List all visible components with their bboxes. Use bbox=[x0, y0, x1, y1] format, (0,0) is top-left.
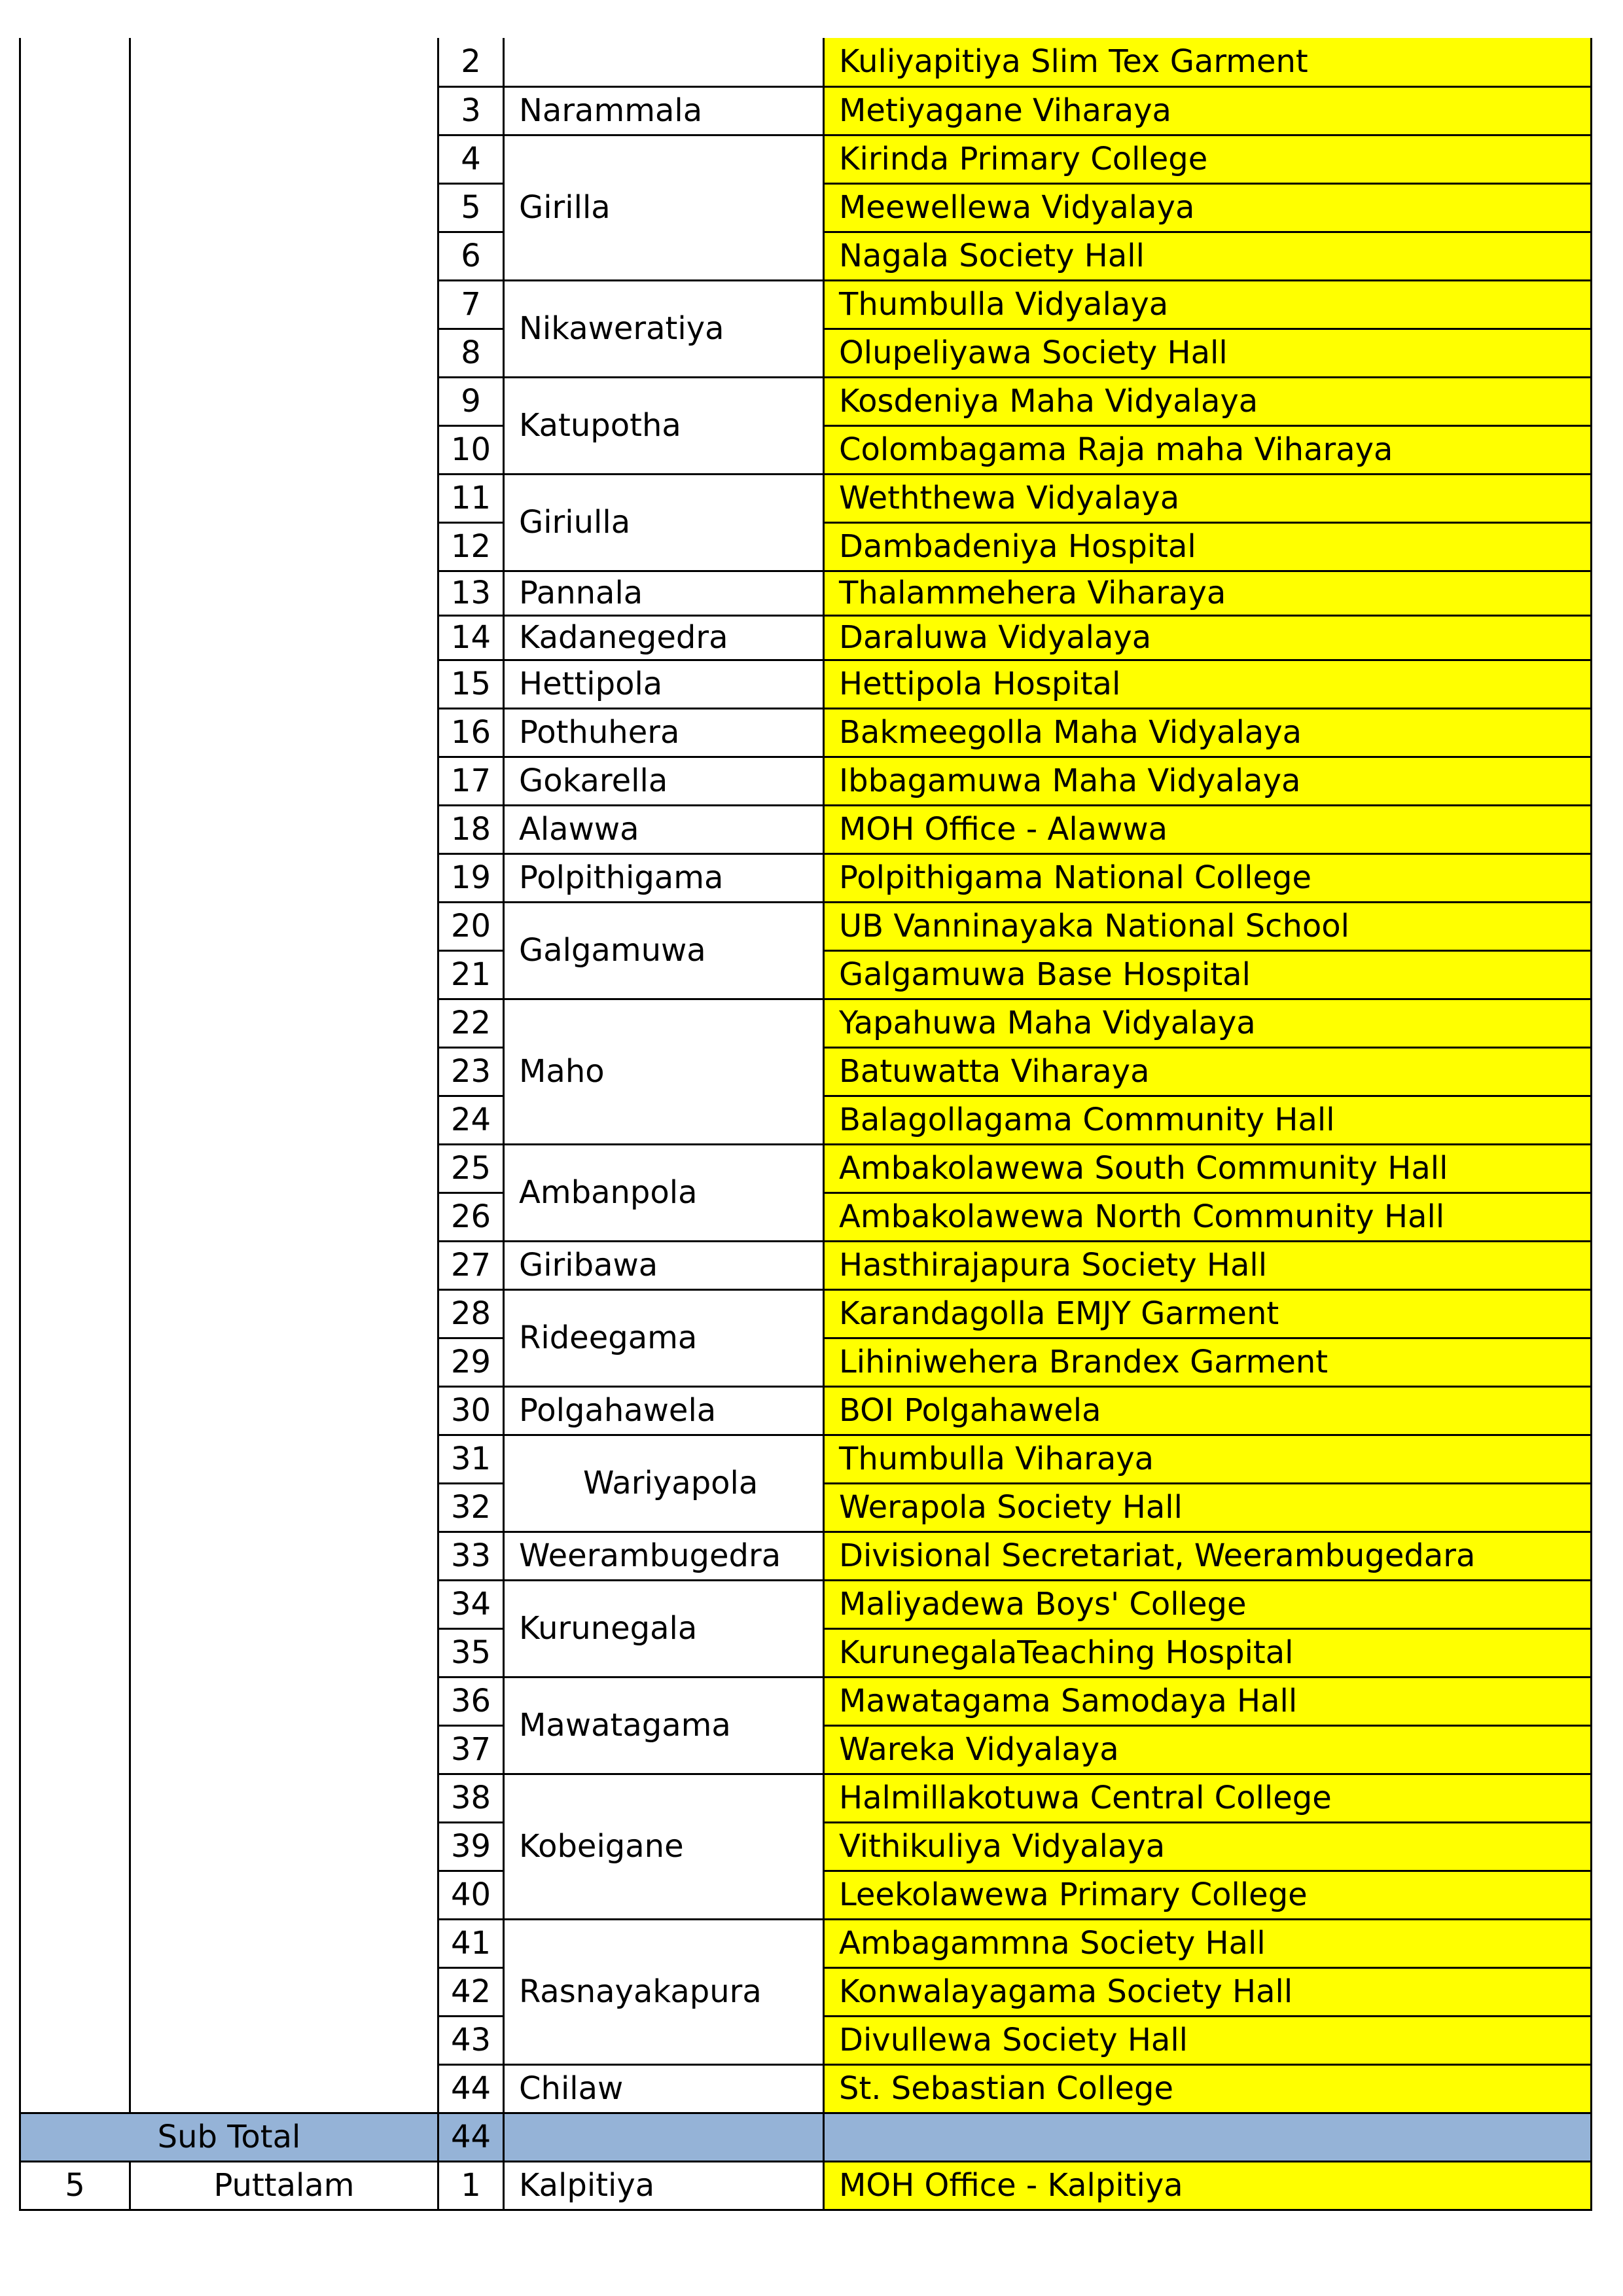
moh-area: Kalpitiya bbox=[504, 2161, 824, 2210]
vaccination-site: BOI Polgahawela bbox=[824, 1386, 1592, 1435]
vaccination-site: Colombagama Raja maha Viharaya bbox=[824, 425, 1592, 474]
moh-area: Kadanegedra bbox=[504, 615, 824, 660]
vaccination-site: Bakmeegolla Maha Vidyalaya bbox=[824, 708, 1592, 757]
moh-area: Girilla bbox=[504, 135, 824, 280]
vaccination-site: Thumbulla Viharaya bbox=[824, 1435, 1592, 1483]
moh-area: Wariyapola bbox=[504, 1435, 824, 1532]
moh-area: Mawatagama bbox=[504, 1677, 824, 1774]
row-number: 4 bbox=[438, 135, 504, 183]
row-number: 40 bbox=[438, 1871, 504, 1919]
vaccination-site: Kuliyapitiya Slim Tex Garment bbox=[824, 38, 1592, 86]
vaccination-site: Weththewa Vidyalaya bbox=[824, 474, 1592, 522]
row-number: 19 bbox=[438, 853, 504, 902]
vaccination-site: MOH Office - Alawwa bbox=[824, 805, 1592, 853]
row-number: 32 bbox=[438, 1483, 504, 1532]
vaccination-site: MOH Office - Kalpitiya bbox=[824, 2161, 1592, 2210]
row-number: 23 bbox=[438, 1047, 504, 1096]
row-number: 11 bbox=[438, 474, 504, 522]
row-number: 37 bbox=[438, 1725, 504, 1774]
row-number: 33 bbox=[438, 1532, 504, 1580]
vaccination-site: Leekolawewa Primary College bbox=[824, 1871, 1592, 1919]
table-body bbox=[20, 38, 1592, 2210]
subtotal-count: 44 bbox=[438, 2113, 504, 2161]
moh-area: Kurunegala bbox=[504, 1580, 824, 1677]
moh-area: Galgamuwa bbox=[504, 902, 824, 999]
row-number: 8 bbox=[438, 329, 504, 377]
row-number: 10 bbox=[438, 425, 504, 474]
vaccination-site: Hettipola Hospital bbox=[824, 660, 1592, 708]
row-number: 44 bbox=[438, 2064, 504, 2113]
vaccination-site: Divullewa Society Hall bbox=[824, 2016, 1592, 2064]
vaccination-site: Werapola Society Hall bbox=[824, 1483, 1592, 1532]
moh-area: Pannala bbox=[504, 571, 824, 615]
row-number: 6 bbox=[438, 232, 504, 280]
moh-area: Weerambugedra bbox=[504, 1532, 824, 1580]
vaccination-site: Maliyadewa Boys' College bbox=[824, 1580, 1592, 1628]
vaccination-site: Ambakolawewa South Community Hall bbox=[824, 1144, 1592, 1193]
row-number: 38 bbox=[438, 1774, 504, 1822]
vaccination-site: Galgamuwa Base Hospital bbox=[824, 950, 1592, 999]
row-number: 43 bbox=[438, 2016, 504, 2064]
vaccination-site: Hasthirajapura Society Hall bbox=[824, 1241, 1592, 1289]
moh-area: Polpithigama bbox=[504, 853, 824, 902]
vaccination-site: Divisional Secretariat, Weerambugedara bbox=[824, 1532, 1592, 1580]
row-number: 12 bbox=[438, 522, 504, 571]
vaccination-center-table bbox=[19, 38, 1592, 2211]
vaccination-site: Halmillakotuwa Central College bbox=[824, 1774, 1592, 1822]
moh-area: Pothuhera bbox=[504, 708, 824, 757]
vaccination-site: Ibbagamuwa Maha Vidyalaya bbox=[824, 757, 1592, 805]
subtotal-label: Sub Total bbox=[20, 2113, 438, 2161]
vaccination-site: Thalammehera Viharaya bbox=[824, 571, 1592, 615]
vaccination-site: Wareka Vidyalaya bbox=[824, 1725, 1592, 1774]
district-index: 5 bbox=[20, 2161, 130, 2210]
vaccination-site: Nagala Society Hall bbox=[824, 232, 1592, 280]
district-name: Puttalam bbox=[130, 2161, 438, 2210]
district-name-continued bbox=[130, 38, 438, 2113]
vaccination-site: Polpithigama National College bbox=[824, 853, 1592, 902]
vaccination-site: Ambakolawewa North Community Hall bbox=[824, 1193, 1592, 1241]
row-number: 34 bbox=[438, 1580, 504, 1628]
row-number: 25 bbox=[438, 1144, 504, 1193]
moh-area: Kobeigane bbox=[504, 1774, 824, 1919]
row-number: 24 bbox=[438, 1096, 504, 1144]
vaccination-site: Vithikuliya Vidyalaya bbox=[824, 1822, 1592, 1871]
vaccination-site: Mawatagama Samodaya Hall bbox=[824, 1677, 1592, 1725]
vaccination-site: Metiyagane Viharaya bbox=[824, 86, 1592, 135]
row-number: 39 bbox=[438, 1822, 504, 1871]
row-number: 22 bbox=[438, 999, 504, 1047]
row-number: 16 bbox=[438, 708, 504, 757]
vaccination-site: Ambagammna Society Hall bbox=[824, 1919, 1592, 1967]
vaccination-site: Daraluwa Vidyalaya bbox=[824, 615, 1592, 660]
moh-area: Alawwa bbox=[504, 805, 824, 853]
row-number: 42 bbox=[438, 1967, 504, 2016]
row-number: 18 bbox=[438, 805, 504, 853]
table-row bbox=[20, 38, 1592, 86]
vaccination-site: Thumbulla Vidyalaya bbox=[824, 280, 1592, 329]
row-number: 20 bbox=[438, 902, 504, 950]
moh-area: Rideegama bbox=[504, 1289, 824, 1386]
row-number: 35 bbox=[438, 1628, 504, 1677]
row-number: 27 bbox=[438, 1241, 504, 1289]
moh-area: Giribawa bbox=[504, 1241, 824, 1289]
district-index-continued bbox=[20, 38, 130, 2113]
row-number: 5 bbox=[438, 183, 504, 232]
moh-area: Chilaw bbox=[504, 2064, 824, 2113]
vaccination-site: Batuwatta Viharaya bbox=[824, 1047, 1592, 1096]
district-row-puttalam bbox=[20, 2161, 1592, 2210]
row-number: 41 bbox=[438, 1919, 504, 1967]
moh-area: Giriulla bbox=[504, 474, 824, 571]
vaccination-site: Kosdeniya Maha Vidyalaya bbox=[824, 377, 1592, 425]
vaccination-site: Kirinda Primary College bbox=[824, 135, 1592, 183]
row-number: 9 bbox=[438, 377, 504, 425]
subtotal-moh-cell bbox=[504, 2113, 824, 2161]
vaccination-site: Karandagolla EMJY Garment bbox=[824, 1289, 1592, 1338]
vaccination-site: Olupeliyawa Society Hall bbox=[824, 329, 1592, 377]
vaccination-site: St. Sebastian College bbox=[824, 2064, 1592, 2113]
moh-area: Gokarella bbox=[504, 757, 824, 805]
moh-area: Ambanpola bbox=[504, 1144, 824, 1241]
vaccination-site: Yapahuwa Maha Vidyalaya bbox=[824, 999, 1592, 1047]
moh-area: Polgahawela bbox=[504, 1386, 824, 1435]
moh-area: Nikaweratiya bbox=[504, 280, 824, 377]
moh-area: Narammala bbox=[504, 86, 824, 135]
vaccination-site: Dambadeniya Hospital bbox=[824, 522, 1592, 571]
vaccination-site: UB Vanninayaka National School bbox=[824, 902, 1592, 950]
row-number: 30 bbox=[438, 1386, 504, 1435]
row-number: 26 bbox=[438, 1193, 504, 1241]
moh-area: Maho bbox=[504, 999, 824, 1144]
vaccination-site: Konwalayagama Society Hall bbox=[824, 1967, 1592, 2016]
row-number: 17 bbox=[438, 757, 504, 805]
row-number: 2 bbox=[438, 38, 504, 86]
moh-area: Katupotha bbox=[504, 377, 824, 474]
subtotal-site-cell bbox=[824, 2113, 1592, 2161]
row-number: 31 bbox=[438, 1435, 504, 1483]
row-number: 3 bbox=[438, 86, 504, 135]
vaccination-site: Balagollagama Community Hall bbox=[824, 1096, 1592, 1144]
row-number: 15 bbox=[438, 660, 504, 708]
vaccination-site: Meewellewa Vidyalaya bbox=[824, 183, 1592, 232]
row-number: 14 bbox=[438, 615, 504, 660]
row-number: 21 bbox=[438, 950, 504, 999]
moh-area: Rasnayakapura bbox=[504, 1919, 824, 2064]
subtotal-row bbox=[20, 2113, 1592, 2161]
row-number: 13 bbox=[438, 571, 504, 615]
moh-area: Hettipola bbox=[504, 660, 824, 708]
row-number: 1 bbox=[438, 2161, 504, 2210]
vaccination-site: Lihiniwehera Brandex Garment bbox=[824, 1338, 1592, 1386]
row-number: 7 bbox=[438, 280, 504, 329]
row-number: 28 bbox=[438, 1289, 504, 1338]
moh-area bbox=[504, 38, 824, 86]
vaccination-site: KurunegalaTeaching Hospital bbox=[824, 1628, 1592, 1677]
row-number: 29 bbox=[438, 1338, 504, 1386]
row-number: 36 bbox=[438, 1677, 504, 1725]
